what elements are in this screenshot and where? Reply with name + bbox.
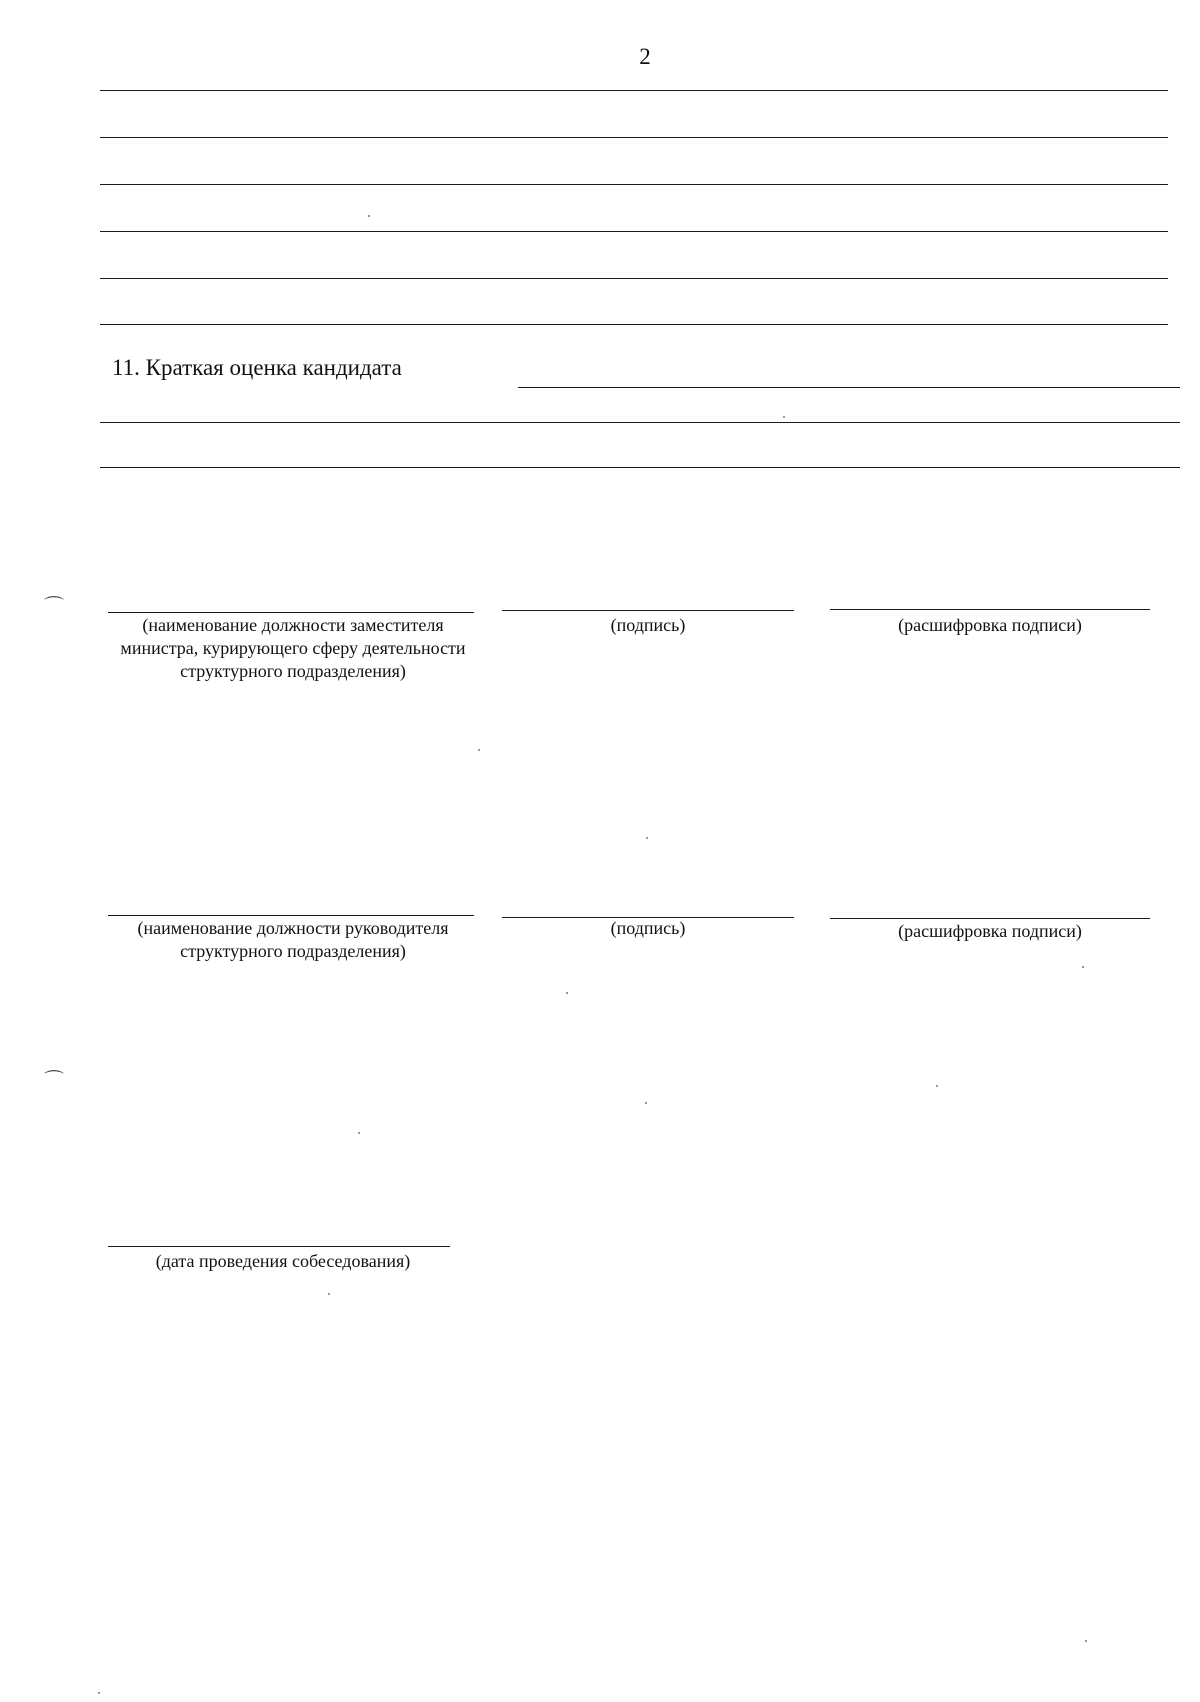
margin-mark: ⌒ <box>44 596 64 618</box>
assessment-line <box>518 387 1180 388</box>
margin-mark: ⌒ <box>44 1070 64 1092</box>
answer-line <box>100 278 1168 279</box>
position-signature-line <box>108 612 474 613</box>
position-caption-2: (наименование должности руководителя структурного подразделения) <box>137 918 449 961</box>
section-11-title: 11. Краткая оценка кандидата <box>112 355 402 380</box>
decoding-caption-1: (расшифровка подписи) <box>898 615 1082 635</box>
scan-speck <box>328 1293 330 1295</box>
signature-caption-1: (подпись) <box>610 615 686 635</box>
answer-line <box>100 324 1168 325</box>
scan-speck <box>478 749 480 751</box>
date-line <box>108 1246 450 1247</box>
scan-speck <box>566 992 568 994</box>
assessment-line <box>100 422 1180 423</box>
scan-speck <box>98 1692 100 1694</box>
scan-speck <box>368 215 370 217</box>
decoding-line <box>830 918 1150 919</box>
assessment-line <box>100 467 1180 468</box>
scan-speck <box>645 1102 647 1104</box>
signature-line <box>502 610 794 611</box>
decoding-caption-2: (расшифровка подписи) <box>898 921 1082 941</box>
date-caption: (дата проведения собеседования) <box>155 1251 411 1271</box>
page-number: 2 <box>639 44 651 69</box>
answer-line <box>100 231 1168 232</box>
answer-line <box>100 137 1168 138</box>
position-signature-line <box>108 915 474 916</box>
scan-speck <box>358 1132 360 1134</box>
scan-speck <box>1085 1640 1087 1642</box>
decoding-line <box>830 609 1150 610</box>
scan-speck <box>783 416 785 418</box>
scan-speck <box>936 1085 938 1087</box>
answer-line <box>100 90 1168 91</box>
scan-speck <box>646 837 648 839</box>
position-caption-1: (наименование должности заместителя министра, курирующего сферу деятельности структурного подразделения) <box>120 615 466 681</box>
scan-speck <box>1082 966 1084 968</box>
signature-caption-2: (подпись) <box>610 918 686 938</box>
answer-line <box>100 184 1168 185</box>
